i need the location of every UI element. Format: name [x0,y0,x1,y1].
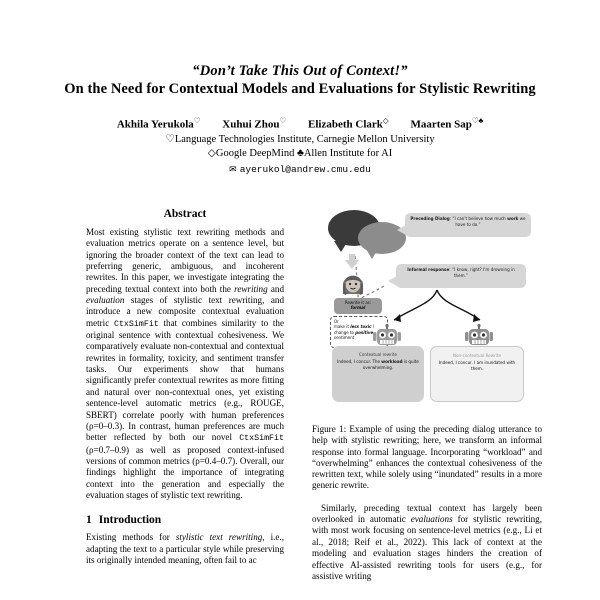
author-names-row [60,113,540,133]
figure-1-illustration [312,208,542,420]
right-col-italic-evaluations: evaluations [410,514,453,525]
metric-name-ctxsimfit: CtxSimFit [113,319,159,329]
contextual-rewrite-label: Contextual rewrite [359,352,397,357]
noncontextual-rewrite-box [430,346,524,402]
abstract-segment: stages of stylistic text rewriting, and introduce a new composite contextual evaluation metric [86,295,284,328]
instruction-alt-toxic: less toxic [350,324,372,330]
noncontextual-rewrite-label: Non-contextual Rewrite [452,353,502,358]
abstract-segment: Most existing stylistic text rewriting methods and evaluation metrics operate on a sentence level, but ignoring the broader context of the text can lead to preferring generic, ambiguous, and incoherent rewrites. In this paper, we investigate integrating the preceding textual context into both the [86,227,284,294]
preceding-dialog-label: Preceding Dialog [410,216,450,221]
author-name: Akhila Yerukola [116,118,194,131]
contact-email-row [60,162,540,178]
metric-name-ctxsimfit: CtxSimFit [239,434,284,444]
author-affiliation-mark: ♡ [193,116,201,125]
section-heading-introduction [86,514,284,526]
section-number: 1 [86,514,92,527]
instruction-alt-pre: make it [334,324,351,330]
instruction-alt-mid: / change to [334,324,375,335]
abstract-segment: (ρ=0.7–0.9) as well as proposed context-infused versions of common metrics (ρ=0.4–0.7). Overall, our findings highlight the importance of integrating context into the generation and especially the evaluation stages of stylistic text rewriting. [86,444,284,500]
abstract-segment: that combines similarity to the original sentence with contextual cohesiveness. We comparatively evaluate non-contextual and contextual rewrites in formality, toxicity, and sentiment transfer tasks. Our experiments show that humans significantly prefer contextual rewrites as more fitting and natural over non-contextual ones, yet existing sentence-level automatic metrics (e.g., ROUGE, SBERT) correlate poorly with human preferences (ρ=0–0.3). In contrast, human preferences are much better reflected by both our novel [86,317,284,443]
title-line-1: “Don’t Take This Out of Context!” [192,63,408,79]
author-entry [410,113,483,133]
instruction-formal-box [334,298,382,314]
abstract-italic-evaluation: evaluation [86,295,125,306]
right-col-segment: Similarly, preceding textual context has largely been overlooked in automatic [312,502,542,525]
contextual-rewrite-box [332,346,424,402]
informal-response-text: : “I know, right? I'm drowning in them.” [449,267,515,278]
contextual-rewrite-pre: Indeed, I concur. The [337,359,382,365]
contextual-rewrite-keyword: workload [381,359,403,365]
right-column-paragraph [312,503,542,582]
author-name: Maarten Sap [410,118,472,131]
author-entry [308,113,388,133]
author-block [60,113,540,178]
instruction-alt-positive: positive [355,329,374,335]
author-affiliation-mark: ♡♣ [471,116,484,125]
author-affiliation-mark: ◇ [382,116,389,125]
instruction-alt-line1: Or [334,319,339,324]
intro-segment: , i.e., adapting the text to a particular style while preserving its originally intended meaning, often fail to ac [86,532,284,565]
section-title: Introduction [98,514,162,527]
preceding-dialog-text-pre: : “I can't believe how much [449,216,508,221]
envelope-icon: ✉ [229,164,237,175]
author-affiliation-mark: ♡ [279,116,287,125]
speech-bubble-tail-icon [334,241,348,252]
callout-tail-icon [388,276,397,286]
noncontextual-rewrite-text: Indeed, I concur. I am inundated with them. [438,360,516,372]
down-arrow-stem-icon [349,254,355,261]
preceding-dialog-text-post: we have to do.” [455,216,526,227]
title-line-2: On the Need for Contextual Models and Evaluations for Stylistic Rewriting [64,81,536,97]
instruction-alt-post: sentiment [334,335,355,341]
preceding-dialog-keyword: work [507,216,519,221]
abstract-segment: and [267,283,284,294]
right-col-segment: for stylistic rewriting, with most work focusing on sentence-level metrics (e.g., Li et al., 2018; Reif et al., 2022). This lack of context at the modeling and evaluation stages hinders the creation of effective AI-assisted rewriting tools for users (e.g., for assistive writing [312,514,542,581]
author-entry [222,113,286,133]
author-name: Elizabeth Clark [308,118,383,131]
affiliation-line-2: ◇Google DeepMind ♣Allen Institute for AI [207,148,393,160]
informal-response-label: Informal response [407,267,450,272]
preceding-dialog-callout [405,213,531,237]
figure-1-caption: Figure 1: Example of using the preceding dialog utterance to help with stylistic rewriting; here, we transform an informal response into formal language. Incorporating “workload” and “overwhelming” enhances the contextual cohesiveness of the rewritten text, while solely using “inundated” results in a more generic rewrite. [312,424,542,491]
instruction-formal-style: formal [350,305,366,311]
informal-response-callout [396,264,526,288]
left-column [86,208,284,566]
intro-italic-term: stylistic text rewriting [175,532,263,543]
contact-email[interactable]: ayerukol@andrew.cmu.edu [239,163,371,175]
contextual-rewrite-post: is quite overwhelming. [362,359,419,371]
instruction-formal-prefix: Rewrite it as: [344,300,372,305]
down-arrow-icon [345,260,359,269]
paper-title [60,62,540,99]
abstract-text [86,227,284,501]
author-name: Xuhui Zhou [222,118,280,131]
introduction-paragraph [86,532,284,566]
author-entry [117,113,200,133]
speech-bubble-tail-icon [366,249,378,259]
right-column [312,208,542,582]
affiliation-line-1: ♡Language Technologies Institute, Carnegie Mellon University [165,133,435,145]
abstract-heading: Abstract [163,208,207,220]
abstract-italic-rewriting: rewriting [234,283,268,294]
callout-tail-icon [397,225,406,235]
intro-segment: Existing methods for [86,532,176,543]
